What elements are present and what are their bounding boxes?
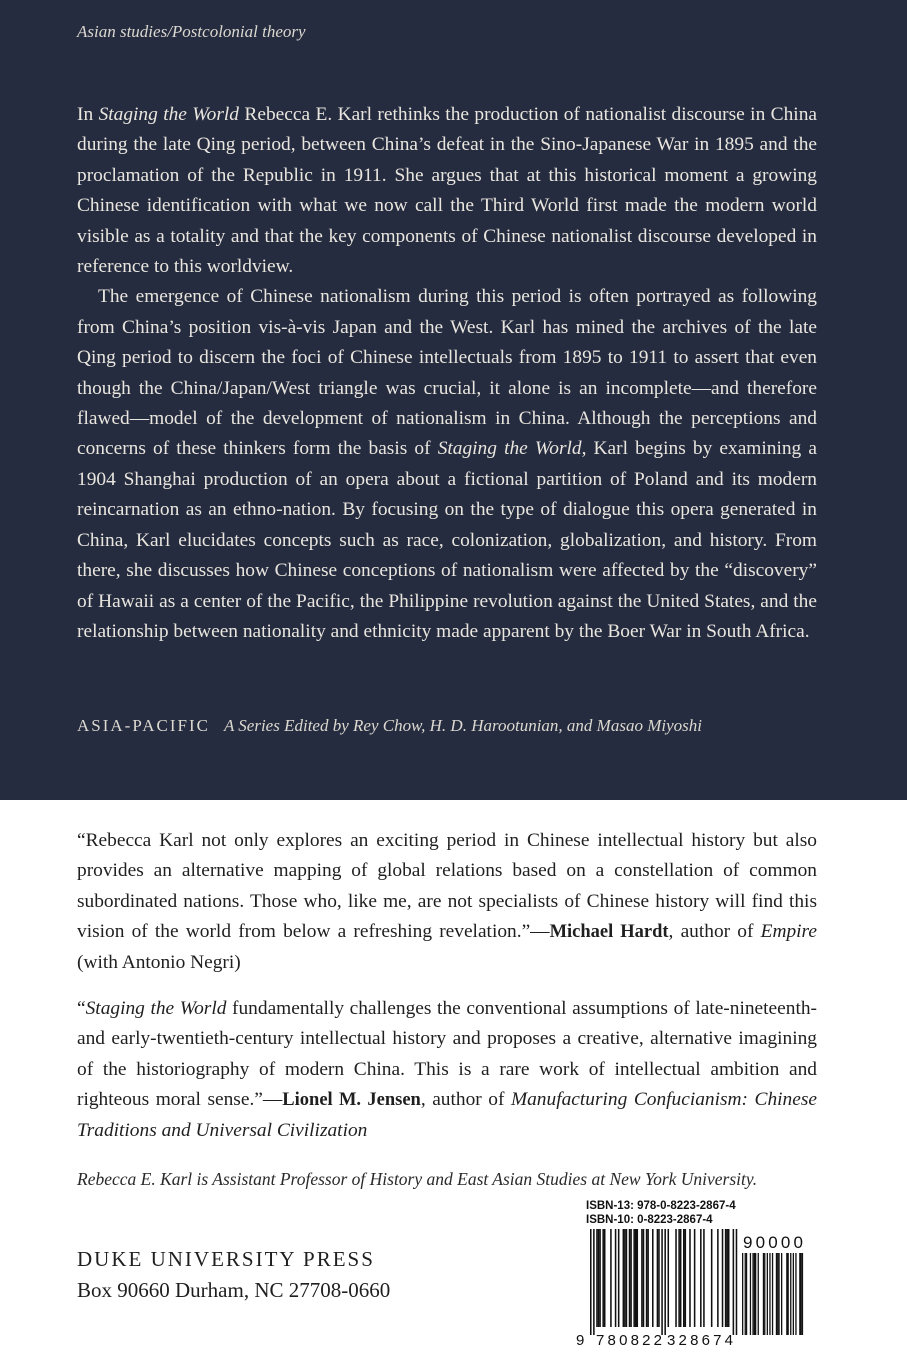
addon-bar — [758, 1253, 759, 1335]
barcode-bar — [646, 1229, 648, 1327]
barcode — [570, 1229, 810, 1349]
barcode-bar — [637, 1229, 639, 1327]
addon-bar — [793, 1253, 794, 1335]
text-run: Rebecca E. Karl rethinks the production of nationalist discourse in China during the late Qing period, between China’s defeat in the Sino-Japanese War in 1895 and the proclamation of the Republic in 1911. She argues that at this historical moment a growing Chinese identification with what we now call the Third World first made the modern world visible as a totality and that the key components of Chinese nationalist discourse developed in reference to this worldview. — [77, 104, 817, 278]
italic-title: Manufacturing Confucianism: Chinese Traditions and Universal Civilization — [77, 1089, 817, 1141]
barcode-bar — [657, 1229, 659, 1327]
text-run: The emergence of Chinese nationalism during this period is often portrayed as following from China’s position vis-à-vis Japan and the West. Karl has mined the archives of the late Qing period to discern the foci of Chinese intellectuals from 1895 to 1911 to assert that even though the China/Japan/West triangle was crucial, it alone is an incomplete—and therefore flawed—model of the development of nationalism in China. Although the perceptions and concerns of these thinkers form the basis of — [77, 286, 817, 460]
barcode-bar — [700, 1229, 702, 1327]
barcode-bar — [610, 1229, 612, 1327]
barcode-guard-bar — [590, 1229, 592, 1335]
series-line — [77, 716, 702, 736]
addon-bar — [777, 1253, 778, 1335]
endorsement-quote — [77, 826, 817, 978]
addon-bar — [795, 1253, 796, 1335]
endorsements — [77, 826, 817, 1146]
subject-category: Asian studies/Postcolonial theory — [77, 22, 306, 41]
italic-title: Staging the World — [85, 998, 227, 1020]
barcode-bar — [633, 1229, 635, 1327]
barcode-bar — [630, 1229, 632, 1327]
barcode-bar — [685, 1229, 687, 1327]
text-run: “ — [77, 998, 86, 1020]
barcode-bar — [703, 1229, 705, 1327]
endorser-name: Michael Hardt — [549, 922, 669, 943]
endorsement-quote — [77, 994, 817, 1146]
barcode-guard-bar — [736, 1229, 738, 1335]
addon-bar — [769, 1253, 770, 1335]
barcode-bar — [635, 1229, 637, 1327]
author-bio: Rebecca E. Karl is Assistant Professor of History and East Asian Studies at New York University. — [77, 1169, 758, 1189]
addon-bar — [790, 1253, 791, 1335]
addon-bar — [750, 1253, 751, 1335]
text-run: In — [77, 104, 99, 125]
barcode-bar — [711, 1229, 713, 1327]
barcode-guard-bar — [733, 1229, 735, 1335]
barcode-guard-bar — [661, 1229, 663, 1335]
barcode-bar — [602, 1229, 604, 1327]
addon-bars — [742, 1253, 803, 1335]
barcode-bar — [728, 1229, 730, 1327]
addon-bar — [781, 1253, 782, 1335]
barcode-digits-right: 328674 — [667, 1332, 733, 1349]
endorser-name: Lionel M. Jensen — [282, 1090, 421, 1111]
barcode-digits-left: 780822 — [596, 1332, 662, 1349]
isbn-13: ISBN-13: 978-0-8223-2867-4 — [586, 1200, 736, 1212]
addon-bar — [801, 1253, 802, 1335]
synopsis — [77, 100, 817, 647]
barcode-bar — [615, 1229, 617, 1327]
addon-bar — [786, 1253, 787, 1335]
italic-title: Staging the World — [437, 438, 582, 460]
addon-bar — [754, 1253, 755, 1335]
barcode-bar — [694, 1229, 696, 1327]
addon-bar — [752, 1253, 753, 1335]
barcode-bar — [618, 1229, 620, 1327]
barcode-bar — [725, 1229, 727, 1327]
addon-bar — [746, 1253, 747, 1335]
barcode-bar — [604, 1229, 606, 1327]
barcode-bar — [599, 1229, 601, 1327]
barcode-bar — [643, 1229, 645, 1327]
barcode-bar — [596, 1229, 598, 1327]
text-run: , Karl begins by examining a 1904 Shanghai production of an opera about a fictional partition of Poland and its modern reincarnation as an ethno-nation. By focusing on the type of dialogue this opera generated in China, Karl elucidates concepts such as race, colonization, globalization, and history. From there, she discusses how Chinese conceptions of nationalism were affected by the “discovery” of Hawaii as a center of the Pacific, the Philippine revolution against the United States, and the relationship between nationality and ethnicity made apparent by the Boer War in South Africa. — [77, 438, 817, 642]
barcode-bar — [623, 1229, 625, 1327]
barcode-bar — [683, 1229, 685, 1327]
addon-bar — [764, 1253, 765, 1335]
barcode-bar — [689, 1229, 691, 1327]
barcode-digit-first: 9 — [576, 1332, 585, 1349]
addon-bar — [763, 1253, 764, 1335]
barcode-bar — [641, 1229, 643, 1327]
barcode-bar — [680, 1229, 682, 1327]
barcode-guard-bar — [593, 1229, 595, 1335]
text-run: “Rebecca Karl not only explores an exciting period in Chinese intellectual history but also provides an alternative mapping of global relations based on a constellation of common subordinated nations. Those who, like me, are not specialists of Chinese history will find this vision of the world from below a refreshing revelation.”— — [77, 830, 817, 943]
synopsis-paragraph — [77, 100, 817, 282]
addon-bar — [742, 1253, 743, 1335]
barcode-bar — [647, 1229, 649, 1327]
barcode-bar — [598, 1229, 600, 1327]
barcode-bar — [652, 1229, 654, 1327]
barcode-addon-digits: 90000 — [743, 1233, 803, 1252]
addon-bar — [772, 1253, 773, 1335]
publisher-address: Box 90660 Durham, NC 27708-0660 — [77, 1278, 391, 1302]
ean13-bars — [590, 1229, 737, 1335]
addon-bar — [776, 1253, 777, 1335]
series-editors: A Series Edited by Rey Chow, H. D. Harootunian, and Masao Miyoshi — [223, 716, 702, 735]
barcode-bar — [675, 1229, 677, 1327]
text-run: , author of — [420, 1089, 511, 1111]
addon-bar — [745, 1253, 746, 1335]
addon-bar — [788, 1253, 789, 1335]
barcode-bar — [668, 1229, 670, 1327]
addon-bar — [802, 1253, 803, 1335]
barcode-bar — [626, 1229, 628, 1327]
publisher-block — [77, 1244, 390, 1306]
barcode-bar — [726, 1229, 728, 1327]
addon-bar — [755, 1253, 756, 1335]
addon-bar — [799, 1253, 800, 1335]
barcode-bar — [629, 1229, 631, 1327]
barcode-bar — [678, 1229, 680, 1327]
isbn-block — [586, 1199, 736, 1227]
addon-bar — [767, 1253, 768, 1335]
barcode-guard-bar — [664, 1229, 666, 1335]
isbn-10: ISBN-10: 0-8223-2867-4 — [586, 1214, 713, 1226]
addon-bar — [778, 1253, 779, 1335]
series-name: ASIA-PACIFIC — [77, 716, 210, 735]
barcode-bar — [624, 1229, 626, 1327]
barcode-bar — [717, 1229, 719, 1327]
publisher-name: DUKE UNIVERSITY PRESS — [77, 1247, 375, 1271]
barcode-bar — [658, 1229, 660, 1327]
text-run: , author of — [668, 921, 761, 943]
text-run: fundamentally challenges the conventional assumptions of late-nineteenth- and early-twentieth-century intellectual history and proposes a creative, alternative imagining of the historiography of modern China. This is a rare work of intellectual ambition and righteous moral sense.”— — [77, 998, 817, 1111]
italic-title: Staging the World — [98, 104, 240, 125]
italic-title: Empire — [760, 921, 817, 943]
barcode-bar — [722, 1229, 724, 1327]
synopsis-paragraph — [77, 282, 817, 647]
text-run: (with Antonio Negri) — [77, 951, 241, 973]
